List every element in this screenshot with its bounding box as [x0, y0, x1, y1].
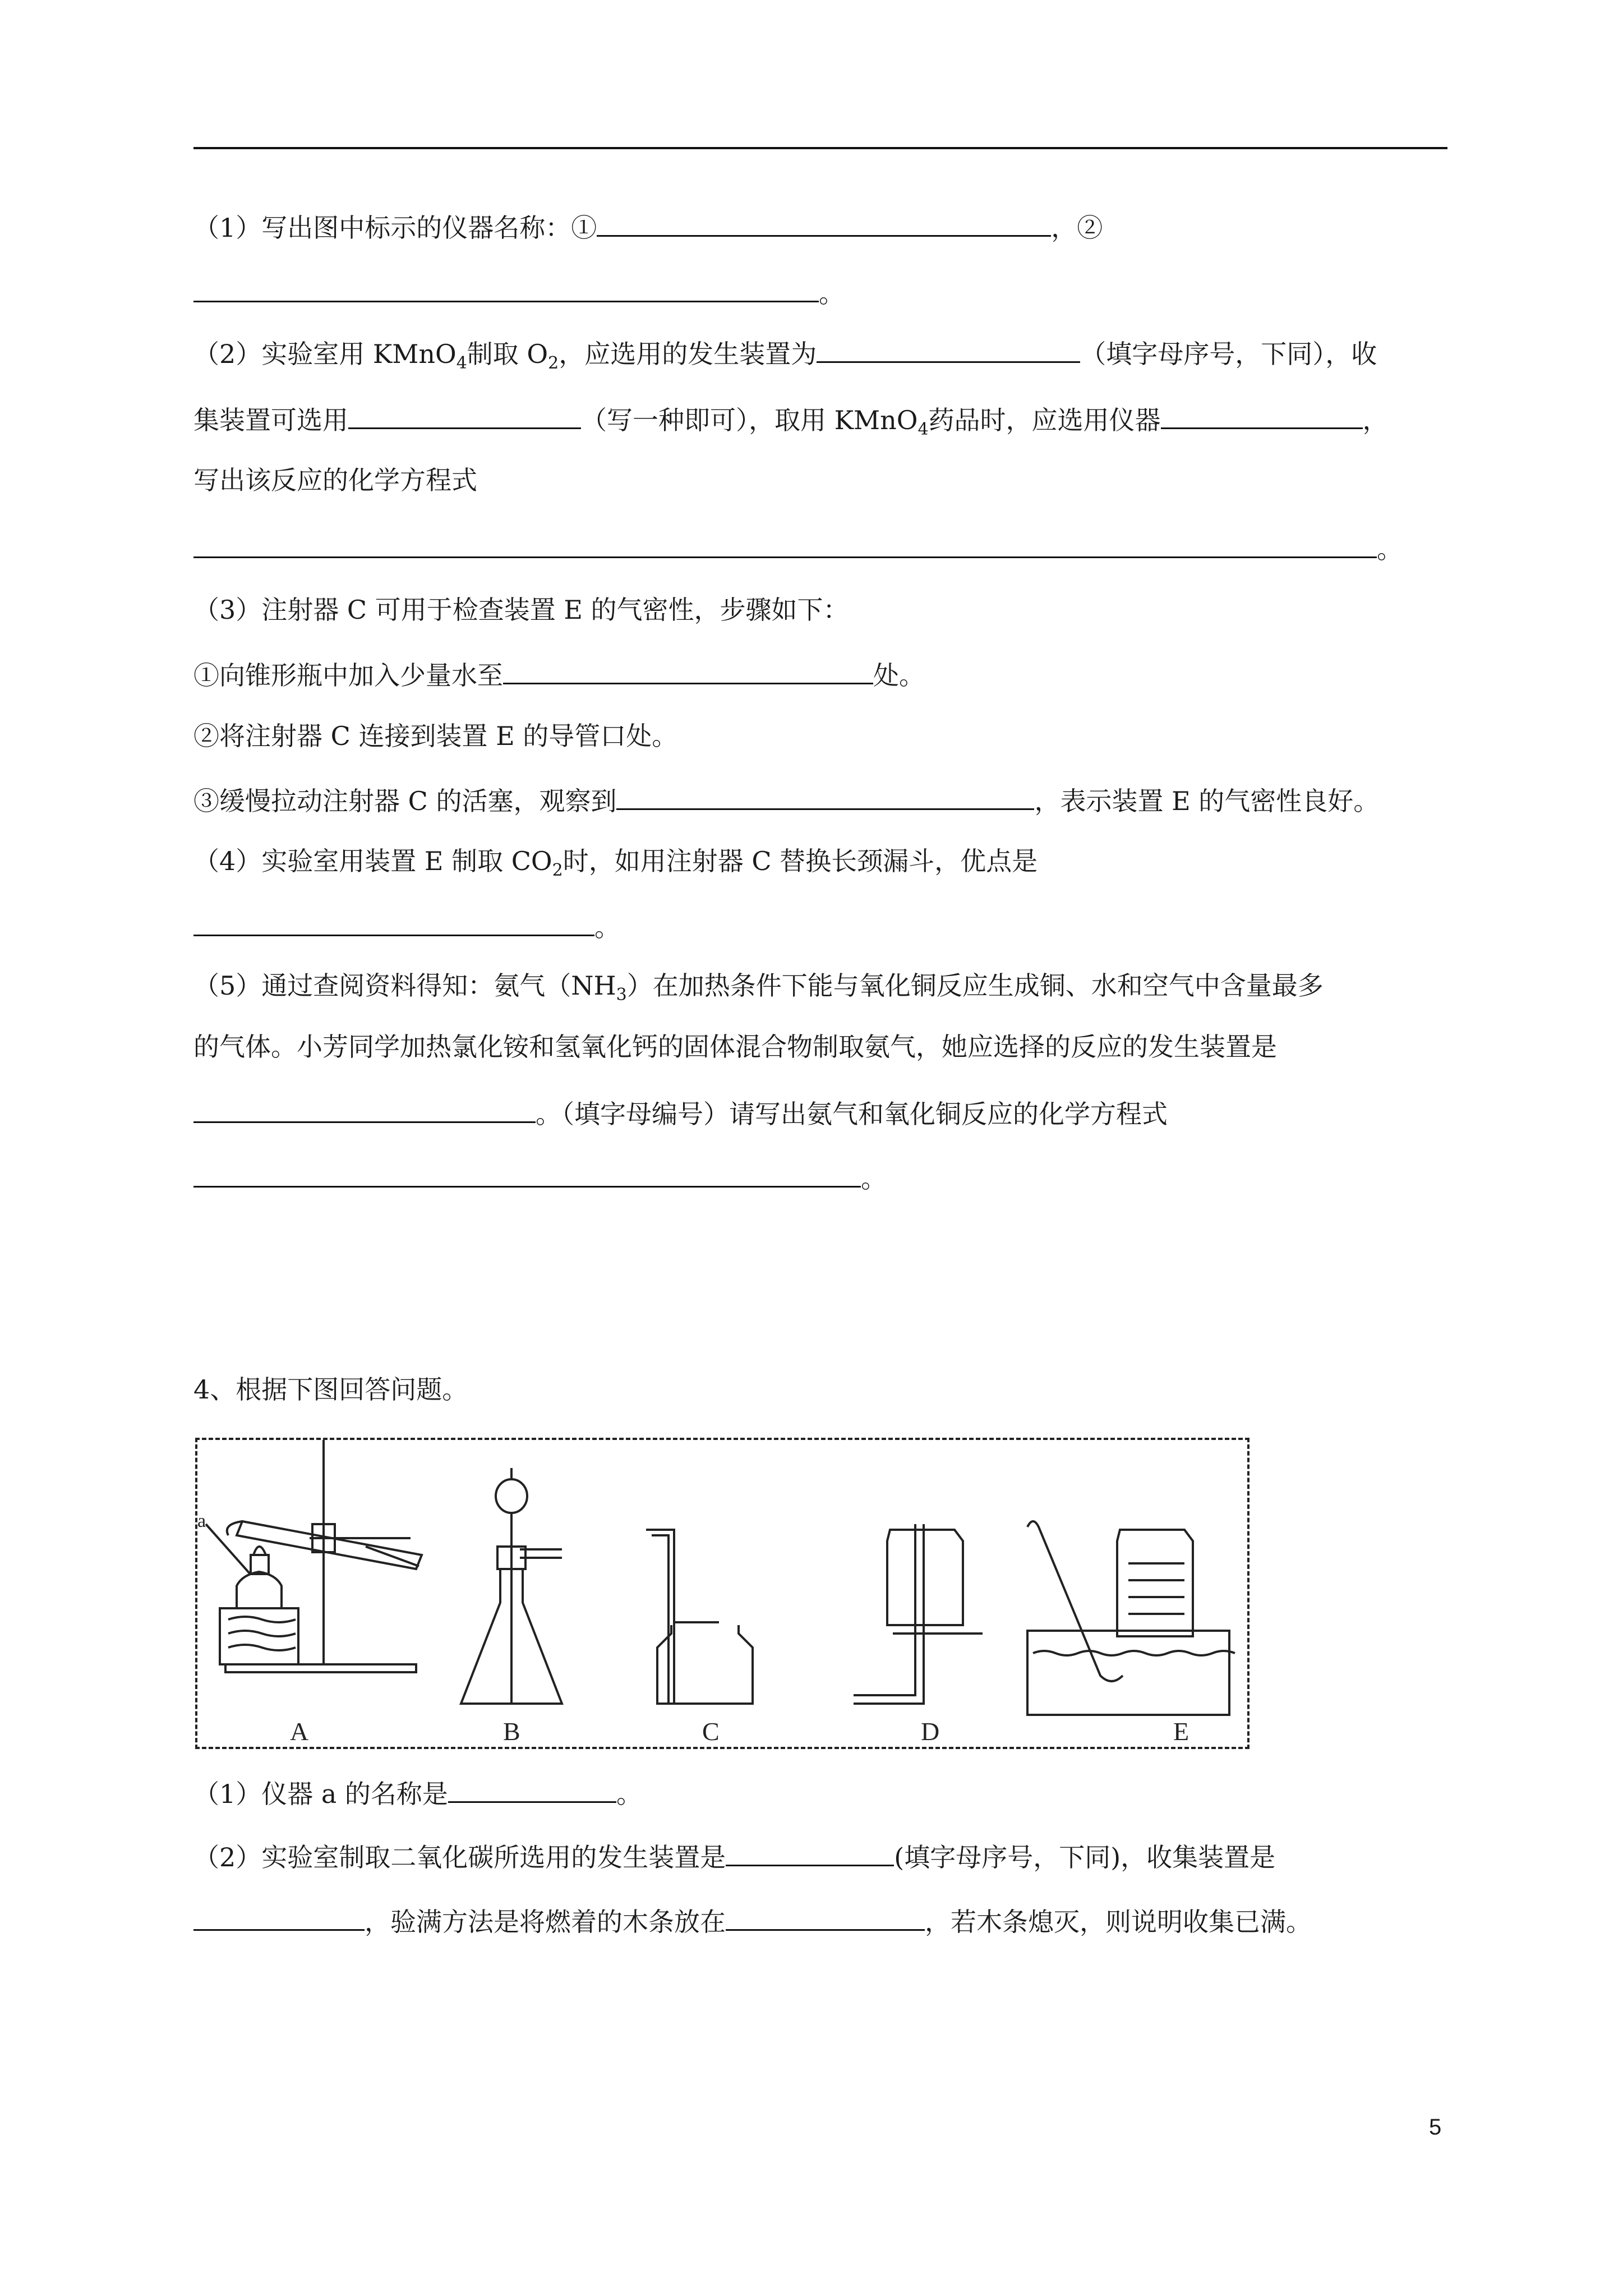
- answer-blank[interactable]: [348, 403, 581, 429]
- q3-p4-line2: [193, 910, 620, 944]
- text: ②将注射器 C 连接到装置 E 的导管口处。: [193, 721, 678, 751]
- apparatus-a: [206, 1440, 422, 1672]
- text: 。: [594, 912, 620, 942]
- text: ）在加热条件下能与氧化铜反应生成铜、水和空气中含量最多: [626, 970, 1324, 1001]
- text: 制取 O: [467, 339, 548, 369]
- text: （5）通过查阅资料得知：氨气（NH: [193, 970, 616, 1001]
- answer-blank[interactable]: [726, 1904, 925, 1931]
- text: （3）注射器 C 可用于检查装置 E 的气密性，步骤如下：: [193, 595, 849, 625]
- answer-blank[interactable]: [193, 1161, 861, 1188]
- answer-blank[interactable]: [1161, 403, 1363, 429]
- apparatus-label-e: E: [1173, 1717, 1189, 1746]
- answer-blank[interactable]: [616, 784, 1034, 810]
- subscript: 2: [552, 861, 563, 881]
- text: ，验满方法是将燃着的木条放在: [365, 1907, 726, 1937]
- q3-p3-step2: [193, 719, 677, 753]
- text: （写一种即可），取用 KMnO: [581, 405, 918, 435]
- text: ，: [1362, 405, 1389, 435]
- answer-blank[interactable]: [193, 276, 819, 302]
- q3-p2-line2: [193, 403, 1389, 447]
- answer-blank[interactable]: [503, 658, 873, 684]
- text: （1）仪器 a 的名称是: [193, 1779, 448, 1809]
- apparatus-label-a: A: [290, 1717, 309, 1746]
- answer-blank[interactable]: [817, 337, 1080, 363]
- q3-p3-step3: [193, 784, 1379, 818]
- text: ，表示装置 E 的气密性良好。: [1034, 786, 1380, 816]
- pointer-label: a: [197, 1511, 206, 1531]
- apparatus-b: [461, 1468, 562, 1704]
- text: （2）实验室制取二氧化碳所选用的发生装置是: [193, 1842, 726, 1872]
- q3-p5-line2: [193, 1030, 1277, 1064]
- q4-title: [193, 1373, 468, 1406]
- answer-blank[interactable]: [193, 1904, 365, 1931]
- text: ③缓慢拉动注射器 C 的活塞，观察到: [193, 786, 617, 816]
- text: 。: [861, 1163, 887, 1194]
- answer-blank[interactable]: [726, 1840, 894, 1866]
- q3-p1-end: 。: [819, 278, 845, 309]
- answer-blank[interactable]: [193, 1097, 536, 1123]
- apparatus-d: [854, 1524, 983, 1704]
- answer-blank[interactable]: [597, 210, 1051, 237]
- q3-p5-line4: [193, 1161, 887, 1195]
- q3-p4-line1: [193, 844, 1038, 887]
- answer-blank[interactable]: [448, 1777, 616, 1803]
- subscript: 4: [917, 420, 929, 440]
- text: 处。: [873, 660, 925, 691]
- q3-p5-line1: [193, 969, 1324, 1012]
- q3-p1-label: （1）写出图中标示的仪器名称：①: [193, 213, 597, 243]
- text: 的气体。小芳同学加热氯化铵和氢氧化钙的固体混合物制取氨气，她应选择的反应的发生装置是: [193, 1032, 1277, 1062]
- q3-p1-line2: [193, 276, 845, 310]
- q3-p3-step1: [193, 658, 925, 692]
- q3-p2-line4: [193, 532, 1403, 566]
- q3-p2-line1: [193, 337, 1377, 380]
- text: (填字母序号，下同)，收集装置是: [894, 1842, 1276, 1872]
- apparatus-label-b: B: [503, 1717, 520, 1746]
- q3-p2-line3: [193, 463, 477, 497]
- text: （2）实验室用 KMnO: [193, 339, 457, 369]
- header-rule: [193, 147, 1447, 149]
- apparatus-drawing: [197, 1440, 1247, 1747]
- q3-p1-mid: ，②: [1051, 213, 1103, 243]
- subscript: 3: [616, 985, 627, 1005]
- apparatus-label-d: D: [921, 1717, 940, 1746]
- text: 时，如用注射器 C 替换长颈漏斗，优点是: [562, 846, 1038, 876]
- q4-p2-line1: [193, 1840, 1275, 1874]
- text: （4）实验室用装置 E 制取 CO: [193, 846, 552, 876]
- text: 集装置可选用: [193, 405, 348, 435]
- text: （填字母序号，下同），收: [1080, 339, 1377, 369]
- apparatus-e: [1027, 1521, 1235, 1715]
- q3-p3-intro: [193, 593, 849, 627]
- answer-blank[interactable]: [193, 910, 594, 936]
- text: 。: [616, 1779, 642, 1809]
- text: 。（填字母编号）请写出氨气和氧化铜反应的化学方程式: [536, 1099, 1168, 1129]
- subscript: 4: [456, 353, 467, 374]
- text: ，应选用的发生装置为: [559, 339, 817, 369]
- text: 写出该反应的化学方程式: [193, 465, 477, 495]
- page-number: 5: [1429, 2115, 1442, 2139]
- text: 药品时，应选用仪器: [928, 405, 1161, 435]
- text: ①向锥形瓶中加入少量水至: [193, 660, 503, 691]
- q4-p2-line2: [193, 1904, 1312, 1939]
- apparatus-c: [646, 1530, 753, 1704]
- answer-blank[interactable]: [193, 532, 1377, 558]
- q4-p1: [193, 1777, 642, 1811]
- subscript: 2: [548, 353, 559, 374]
- q3-p5-line3: [193, 1097, 1168, 1131]
- apparatus-label-c: C: [702, 1717, 720, 1746]
- text: ，若木条熄灭，则说明收集已满。: [925, 1907, 1312, 1937]
- text: 。: [1377, 534, 1403, 564]
- text: 4、根据下图回答问题。: [193, 1374, 468, 1405]
- apparatus-figure: [195, 1438, 1249, 1749]
- q3-p1-line1: [193, 210, 1103, 245]
